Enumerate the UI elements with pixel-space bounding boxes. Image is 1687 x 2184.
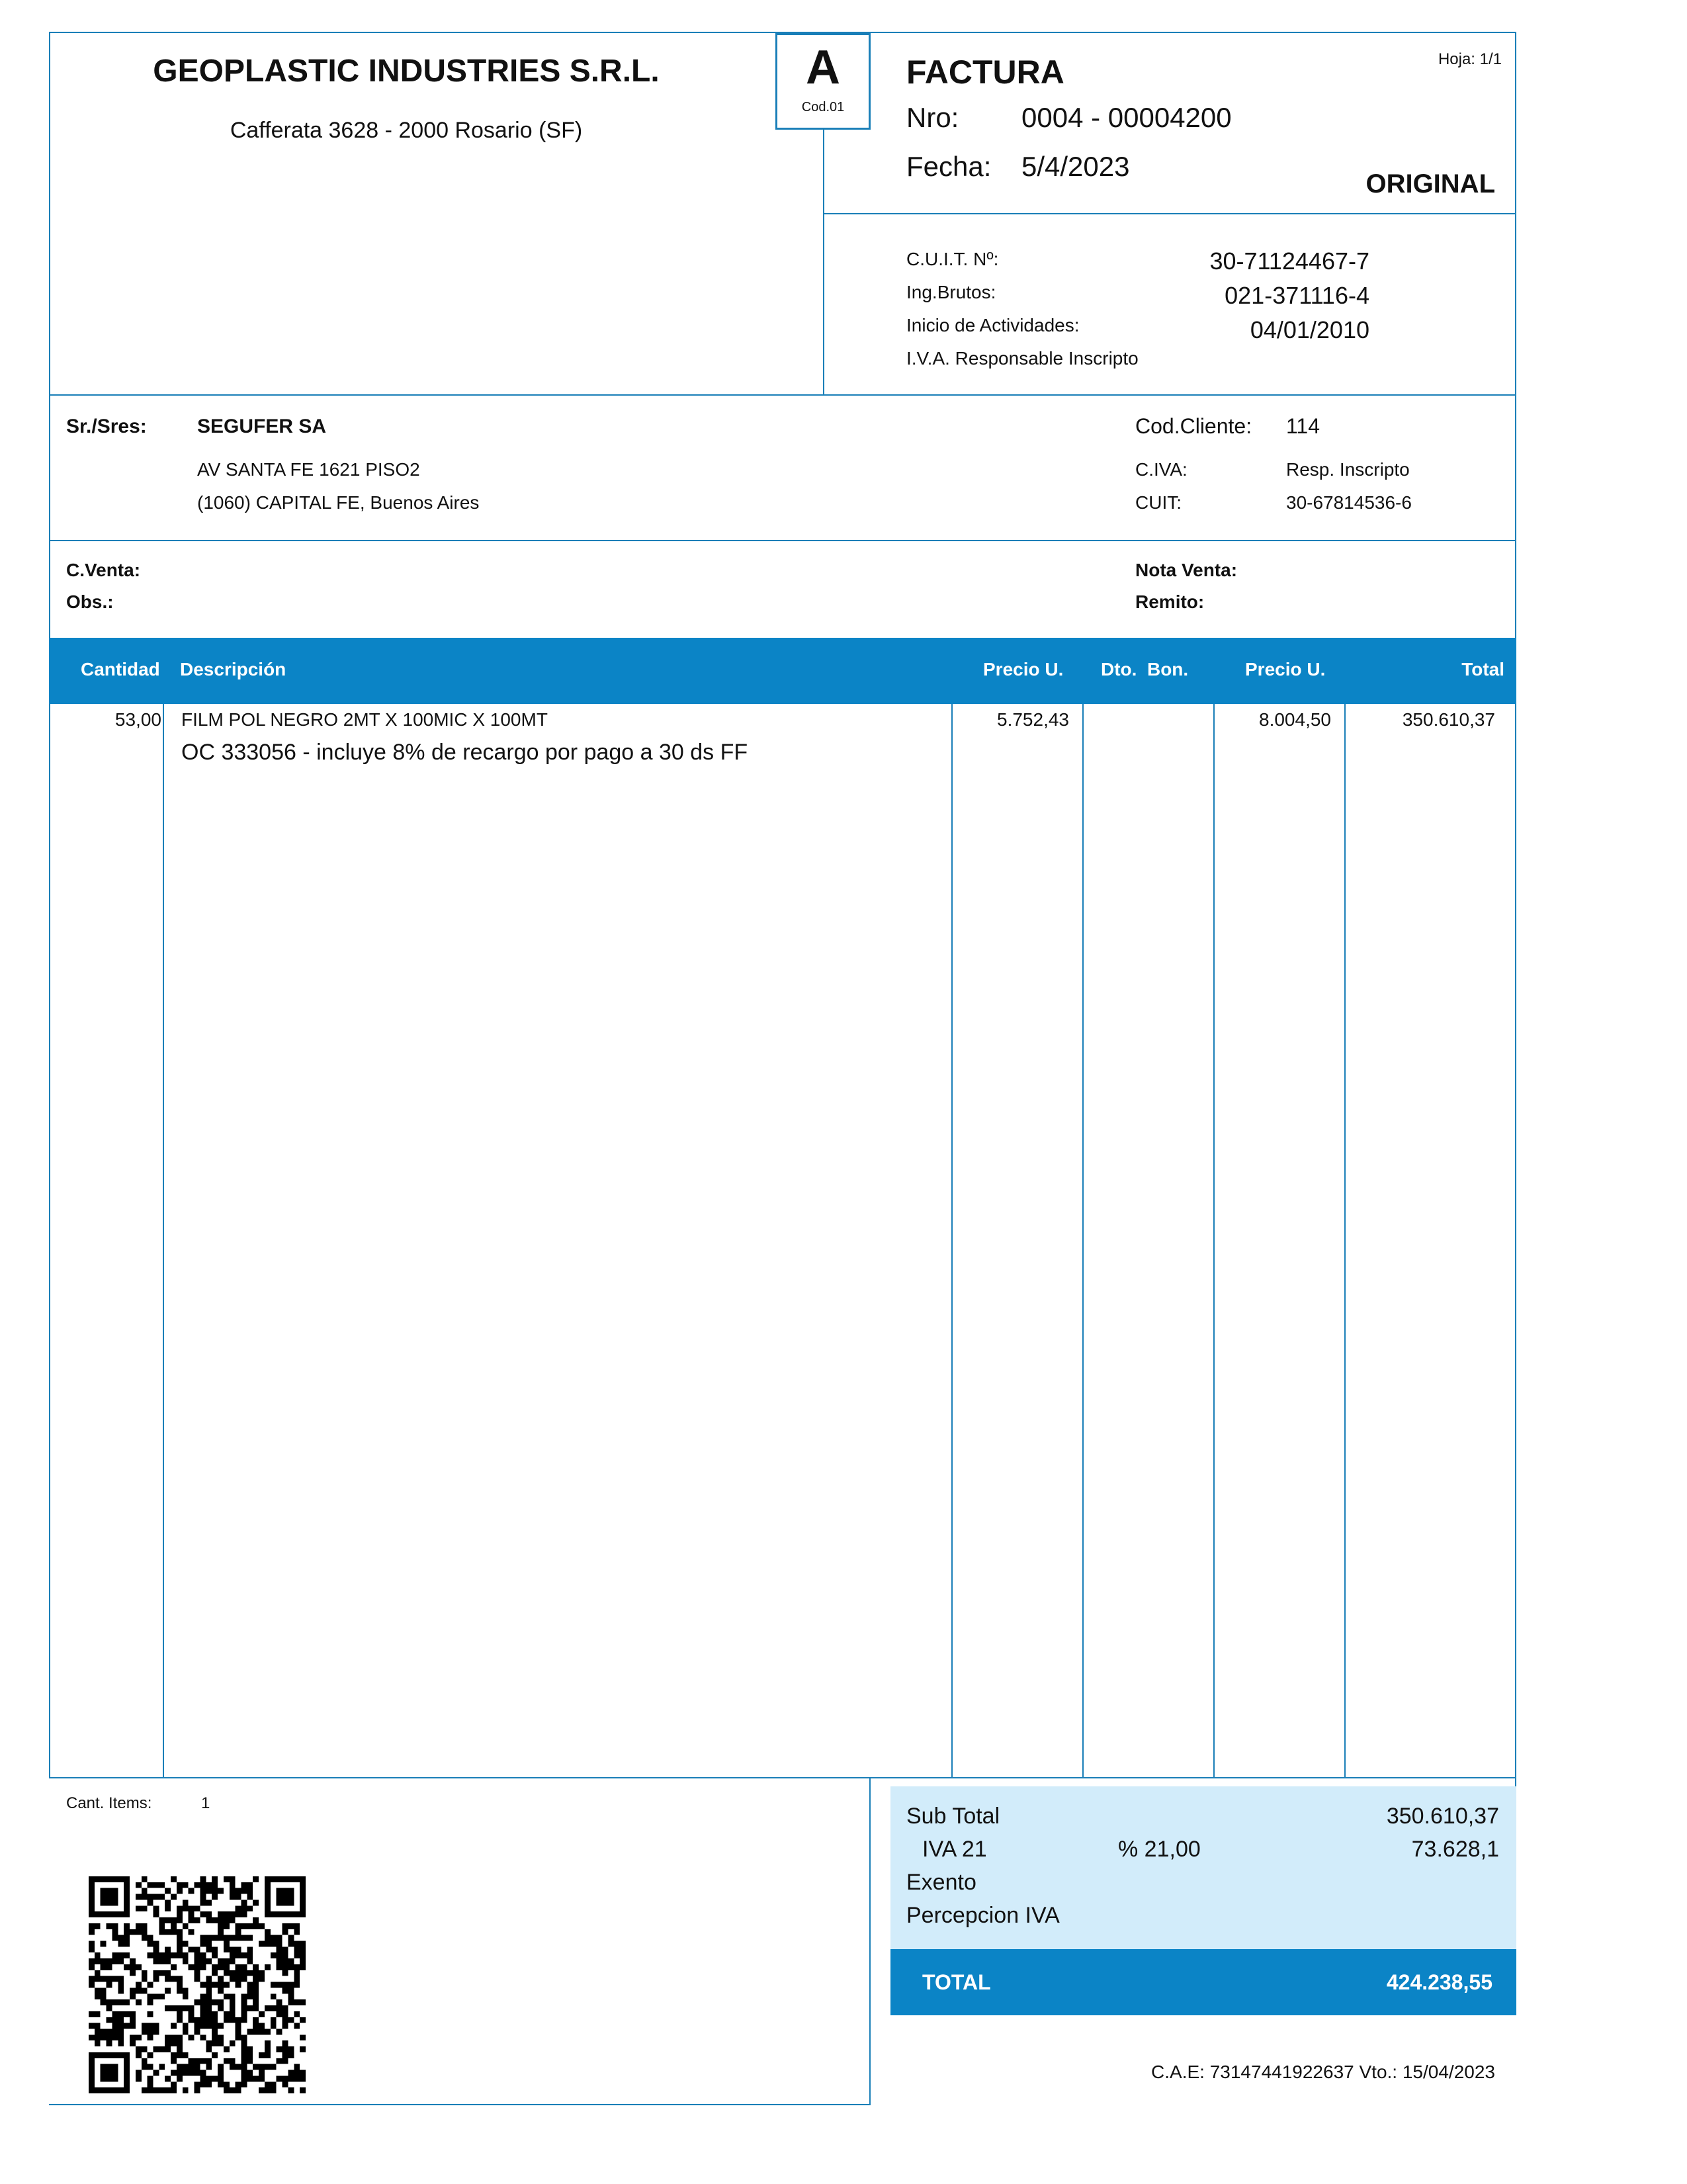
header-total: Total	[1461, 659, 1504, 679]
subtotal-value: 350.610,37	[1386, 1804, 1499, 1829]
issuer-name: GEOPLASTIC INDUSTRIES S.R.L.	[153, 54, 660, 89]
inicio-value: 04/01/2010	[1250, 316, 1369, 343]
totals-box	[890, 1786, 1516, 1949]
row-nota: OC 333056 - incluye 8% de recargo por pago a 30 ds FF	[181, 740, 748, 765]
customer-sres-label: Sr./Sres:	[66, 415, 147, 437]
header-cantidad: Cantidad	[81, 659, 160, 679]
customer-address-2: (1060) CAPITAL FE, Buenos Aires	[197, 492, 480, 513]
iva-rate: % 21,00	[1118, 1837, 1201, 1862]
page-number: Hoja: 1/1	[1438, 50, 1502, 68]
customer-address-1: AV SANTA FE 1621 PISO2	[197, 459, 420, 480]
iva-value: 73.628,1	[1411, 1837, 1499, 1862]
table-header	[49, 638, 1516, 704]
invoice-letter-box	[775, 33, 871, 130]
remito-label: Remito:	[1135, 591, 1205, 612]
iva-status: I.V.A. Responsable Inscripto	[906, 348, 1139, 369]
customer-code: 114	[1286, 414, 1320, 438]
qr-code	[89, 1876, 306, 2093]
ib-value: 021-371116-4	[1225, 282, 1369, 309]
customer-civa-label: C.IVA:	[1135, 459, 1188, 480]
ib-label: Ing.Brutos:	[906, 282, 996, 302]
exento-label: Exento	[906, 1870, 976, 1895]
row-descripcion: FILM POL NEGRO 2MT X 100MIC X 100MT	[181, 709, 548, 730]
header-descripcion: Descripción	[180, 659, 286, 679]
copy-label: ORIGINAL	[1365, 169, 1495, 198]
cuit-label: C.U.I.T. Nº:	[906, 249, 999, 269]
cant-items-value: 1	[201, 1794, 210, 1812]
subtotal-label: Sub Total	[906, 1804, 1000, 1829]
percepcion-label: Percepcion IVA	[906, 1903, 1060, 1928]
header-dto-bon: Dto. Bon.	[1101, 659, 1189, 679]
customer-cuit: 30-67814536-6	[1286, 492, 1412, 513]
total-label: TOTAL	[922, 1970, 991, 1994]
invoice-date-label: Fecha:	[906, 151, 992, 182]
header-precio-u2: Precio U.	[1245, 659, 1326, 679]
invoice-letter: A	[806, 41, 840, 94]
invoice-date: 5/4/2023	[1021, 151, 1130, 182]
header-precio-u1: Precio U.	[983, 659, 1064, 679]
row-precio-u1: 5.752,43	[997, 709, 1069, 730]
cant-items-label: Cant. Items:	[66, 1794, 152, 1812]
iva-label: IVA 21	[922, 1837, 987, 1862]
cventa-label: C.Venta:	[66, 560, 141, 580]
customer-cuit-label: CUIT:	[1135, 492, 1182, 513]
invoice-title: FACTURA	[906, 54, 1064, 91]
cae-info: C.A.E: 73147441922637 Vto.: 15/04/2023	[1151, 2062, 1495, 2082]
obs-label: Obs.:	[66, 591, 114, 612]
row-total: 350.610,37	[1402, 709, 1495, 730]
customer-name: SEGUFER SA	[197, 415, 327, 437]
invoice-number-label: Nro:	[906, 102, 959, 133]
row-precio-u2: 8.004,50	[1259, 709, 1331, 730]
customer-civa: Resp. Inscripto	[1286, 459, 1410, 480]
invoice-code: Cod.01	[801, 100, 845, 114]
inicio-label: Inicio de Actividades:	[906, 315, 1080, 335]
total-value: 424.238,55	[1386, 1970, 1492, 1994]
nota-venta-label: Nota Venta:	[1135, 560, 1238, 580]
customer-code-label: Cod.Cliente:	[1135, 414, 1252, 438]
invoice-number: 0004 - 00004200	[1021, 102, 1232, 133]
issuer-address: Cafferata 3628 - 2000 Rosario (SF)	[230, 118, 583, 143]
row-cantidad: 53,00	[114, 709, 161, 730]
cuit-value: 30-71124467-7	[1209, 247, 1369, 275]
total-band	[890, 1949, 1516, 2015]
